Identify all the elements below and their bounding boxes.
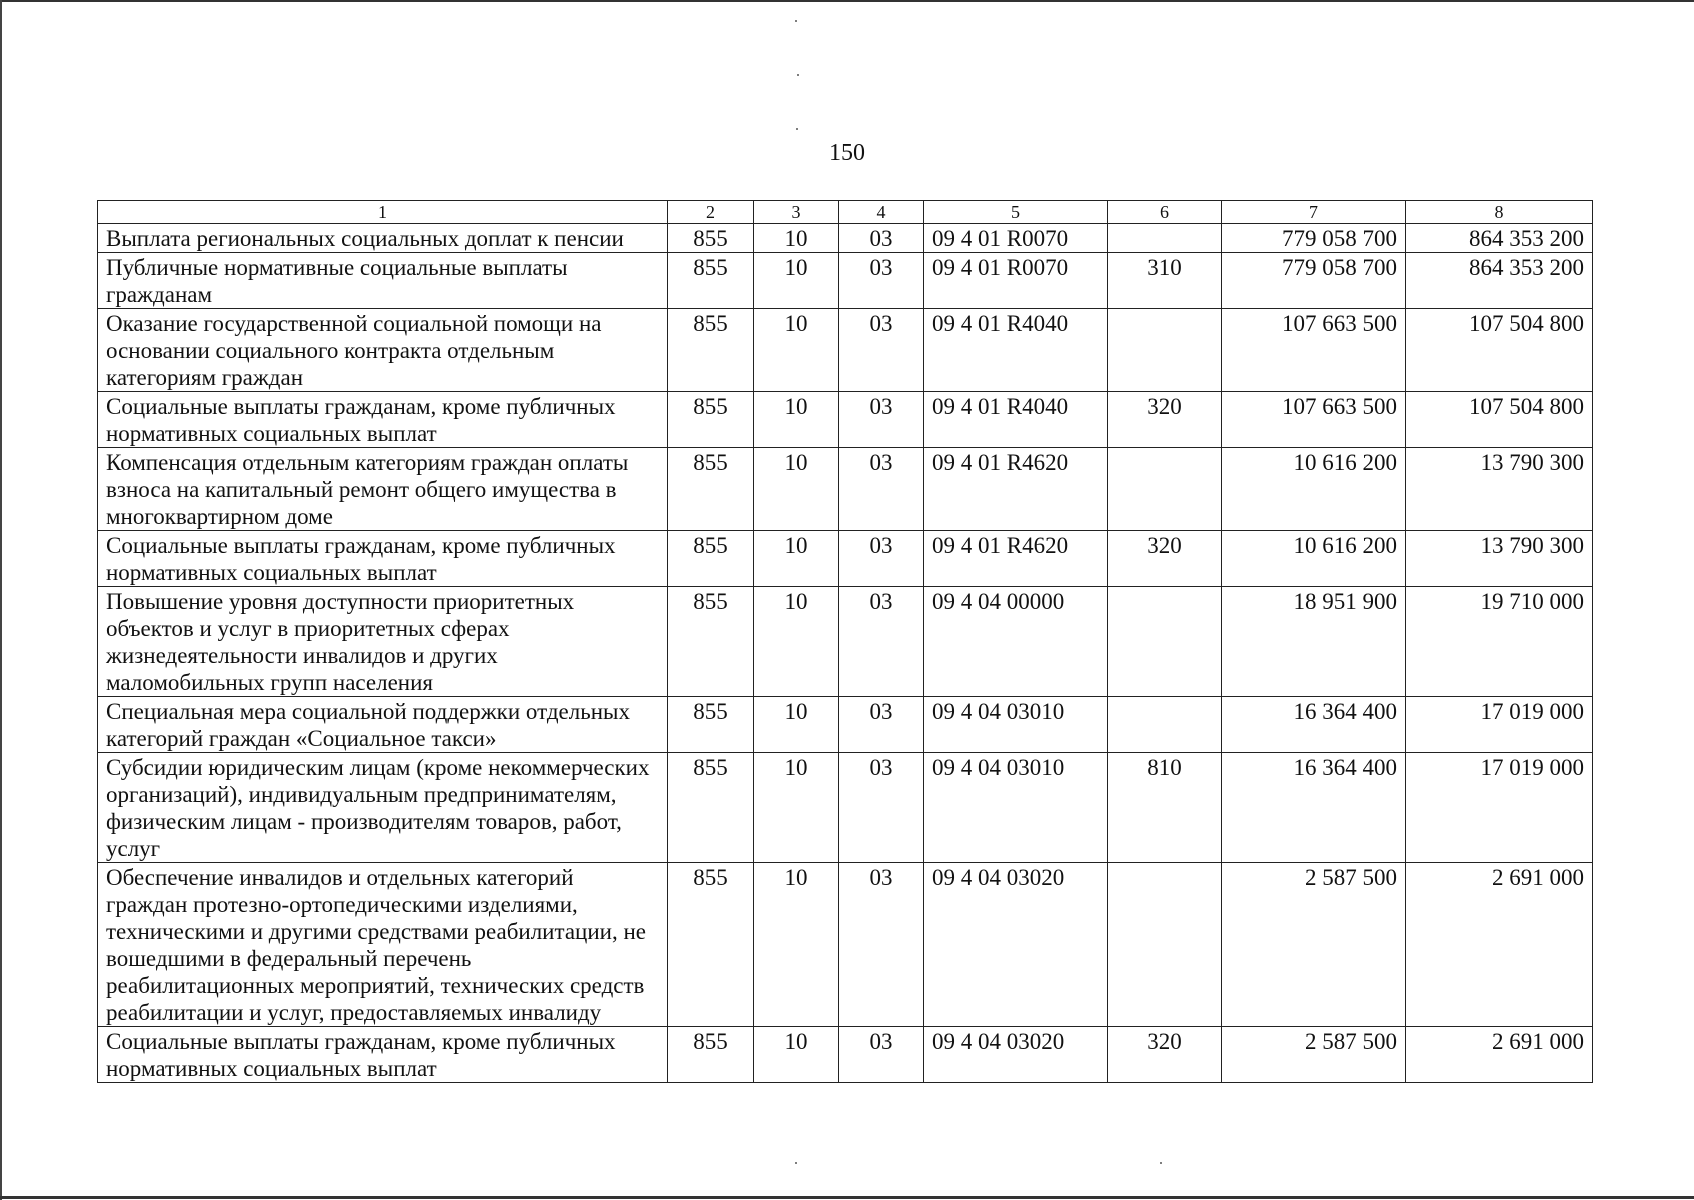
scan-speck xyxy=(797,74,799,76)
row-ministry-code-cell: 855 xyxy=(668,448,754,531)
row-ministry-code-cell: 855 xyxy=(668,587,754,697)
header-cell-2: 2 xyxy=(668,201,754,224)
row-target-article-cell: 09 4 04 00000 xyxy=(924,587,1108,697)
row-name-cell: Публичные нормативные социальные выплаты гражданам xyxy=(98,253,668,309)
row-expense-type-cell: 320 xyxy=(1108,531,1222,587)
row-name-cell: Обеспечение инвалидов и отдельных категорий граждан протезно-ортопедическими изделиями, техническими и другими средствами реабилитации, не вошедшими в федеральный перечень реабилитационных мероприятий, технических средств реабилитации и услуг, предоставляемых инвалиду xyxy=(98,863,668,1027)
row-ministry-code-cell: 855 xyxy=(668,753,754,863)
row-amount-year1-cell: 779 058 700 xyxy=(1222,253,1406,309)
row-target-article-cell: 09 4 01 R0070 xyxy=(924,253,1108,309)
page-border-bottom xyxy=(0,1196,1694,1199)
row-target-article-cell: 09 4 04 03010 xyxy=(924,753,1108,863)
row-name-cell: Социальные выплаты гражданам, кроме публичных нормативных социальных выплат xyxy=(98,1027,668,1083)
row-ministry-code-cell: 855 xyxy=(668,224,754,253)
table-body xyxy=(98,224,1593,1083)
table-row xyxy=(98,309,1593,392)
row-amount-year1-cell: 16 364 400 xyxy=(1222,697,1406,753)
row-subsection-cell: 03 xyxy=(839,309,924,392)
row-expense-type-cell xyxy=(1108,697,1222,753)
row-section-cell: 10 xyxy=(754,1027,839,1083)
page-number: 150 xyxy=(829,140,865,166)
header-cell-6: 6 xyxy=(1108,201,1222,224)
row-amount-year2-cell: 13 790 300 xyxy=(1406,448,1593,531)
row-subsection-cell: 03 xyxy=(839,587,924,697)
row-name-cell: Социальные выплаты гражданам, кроме публичных нормативных социальных выплат xyxy=(98,531,668,587)
row-amount-year2-cell: 864 353 200 xyxy=(1406,224,1593,253)
header-cell-3: 3 xyxy=(754,201,839,224)
table-row xyxy=(98,253,1593,309)
scan-speck xyxy=(796,128,798,130)
row-expense-type-cell xyxy=(1108,448,1222,531)
budget-table xyxy=(97,200,1593,1083)
table-row xyxy=(98,697,1593,753)
row-name-cell: Субсидии юридическим лицам (кроме некоммерческих организаций), индивидуальным предпринимателям, физическим лицам - производителям товаров, работ, услуг xyxy=(98,753,668,863)
row-expense-type-cell: 320 xyxy=(1108,392,1222,448)
row-amount-year1-cell: 10 616 200 xyxy=(1222,531,1406,587)
row-ministry-code-cell: 855 xyxy=(668,392,754,448)
row-subsection-cell: 03 xyxy=(839,253,924,309)
row-amount-year2-cell: 107 504 800 xyxy=(1406,309,1593,392)
header-cell-4: 4 xyxy=(839,201,924,224)
row-amount-year2-cell: 107 504 800 xyxy=(1406,392,1593,448)
row-ministry-code-cell: 855 xyxy=(668,1027,754,1083)
row-target-article-cell: 09 4 04 03020 xyxy=(924,863,1108,1027)
row-amount-year2-cell: 19 710 000 xyxy=(1406,587,1593,697)
row-target-article-cell: 09 4 01 R4620 xyxy=(924,531,1108,587)
row-expense-type-cell: 310 xyxy=(1108,253,1222,309)
row-ministry-code-cell: 855 xyxy=(668,697,754,753)
row-target-article-cell: 09 4 01 R4620 xyxy=(924,448,1108,531)
table-row xyxy=(98,753,1593,863)
row-subsection-cell: 03 xyxy=(839,224,924,253)
row-subsection-cell: 03 xyxy=(839,697,924,753)
page-border-left xyxy=(0,0,2,1200)
row-expense-type-cell: 810 xyxy=(1108,753,1222,863)
row-name-cell: Специальная мера социальной поддержки отдельных категорий граждан «Социальное такси» xyxy=(98,697,668,753)
row-amount-year2-cell: 13 790 300 xyxy=(1406,531,1593,587)
row-subsection-cell: 03 xyxy=(839,531,924,587)
row-expense-type-cell: 320 xyxy=(1108,1027,1222,1083)
row-target-article-cell: 09 4 01 R4040 xyxy=(924,309,1108,392)
row-name-cell: Повышение уровня доступности приоритетных объектов и услуг в приоритетных сферах жизнедеятельности инвалидов и других маломобильных групп населения xyxy=(98,587,668,697)
row-section-cell: 10 xyxy=(754,531,839,587)
row-amount-year1-cell: 16 364 400 xyxy=(1222,753,1406,863)
row-name-cell: Оказание государственной социальной помощи на основании социального контракта отдельным категориям граждан xyxy=(98,309,668,392)
header-cell-8: 8 xyxy=(1406,201,1593,224)
row-section-cell: 10 xyxy=(754,253,839,309)
row-section-cell: 10 xyxy=(754,224,839,253)
scan-speck xyxy=(795,20,797,22)
table-row xyxy=(98,224,1593,253)
row-section-cell: 10 xyxy=(754,448,839,531)
row-subsection-cell: 03 xyxy=(839,753,924,863)
row-amount-year2-cell: 17 019 000 xyxy=(1406,753,1593,863)
row-section-cell: 10 xyxy=(754,309,839,392)
page-border-top xyxy=(0,0,1694,2)
header-cell-1: 1 xyxy=(98,201,668,224)
row-amount-year1-cell: 2 587 500 xyxy=(1222,1027,1406,1083)
row-subsection-cell: 03 xyxy=(839,863,924,1027)
row-expense-type-cell xyxy=(1108,309,1222,392)
row-section-cell: 10 xyxy=(754,753,839,863)
table-header xyxy=(98,201,1593,224)
row-expense-type-cell xyxy=(1108,863,1222,1027)
row-target-article-cell: 09 4 01 R4040 xyxy=(924,392,1108,448)
row-amount-year1-cell: 779 058 700 xyxy=(1222,224,1406,253)
row-subsection-cell: 03 xyxy=(839,392,924,448)
table-row xyxy=(98,531,1593,587)
row-name-cell: Выплата региональных социальных доплат к пенсии xyxy=(98,224,668,253)
row-ministry-code-cell: 855 xyxy=(668,253,754,309)
scan-speck xyxy=(795,1162,797,1164)
row-section-cell: 10 xyxy=(754,863,839,1027)
header-cell-7: 7 xyxy=(1222,201,1406,224)
row-amount-year1-cell: 10 616 200 xyxy=(1222,448,1406,531)
row-section-cell: 10 xyxy=(754,392,839,448)
row-subsection-cell: 03 xyxy=(839,1027,924,1083)
row-target-article-cell: 09 4 04 03010 xyxy=(924,697,1108,753)
row-ministry-code-cell: 855 xyxy=(668,309,754,392)
row-subsection-cell: 03 xyxy=(839,448,924,531)
row-section-cell: 10 xyxy=(754,697,839,753)
row-amount-year1-cell: 107 663 500 xyxy=(1222,309,1406,392)
row-ministry-code-cell: 855 xyxy=(668,863,754,1027)
header-cell-5: 5 xyxy=(924,201,1108,224)
row-amount-year2-cell: 17 019 000 xyxy=(1406,697,1593,753)
table-row xyxy=(98,1027,1593,1083)
table-row xyxy=(98,587,1593,697)
table-row xyxy=(98,392,1593,448)
row-target-article-cell: 09 4 01 R0070 xyxy=(924,224,1108,253)
table-row xyxy=(98,863,1593,1027)
table-row xyxy=(98,448,1593,531)
row-amount-year2-cell: 864 353 200 xyxy=(1406,253,1593,309)
row-expense-type-cell xyxy=(1108,224,1222,253)
header-row xyxy=(98,201,1593,224)
row-section-cell: 10 xyxy=(754,587,839,697)
row-expense-type-cell xyxy=(1108,587,1222,697)
row-name-cell: Социальные выплаты гражданам, кроме публичных нормативных социальных выплат xyxy=(98,392,668,448)
row-name-cell: Компенсация отдельным категориям граждан оплаты взноса на капитальный ремонт общего имущества в многоквартирном доме xyxy=(98,448,668,531)
row-amount-year2-cell: 2 691 000 xyxy=(1406,863,1593,1027)
row-ministry-code-cell: 855 xyxy=(668,531,754,587)
row-amount-year1-cell: 18 951 900 xyxy=(1222,587,1406,697)
row-amount-year1-cell: 107 663 500 xyxy=(1222,392,1406,448)
scan-speck xyxy=(1160,1162,1162,1164)
row-target-article-cell: 09 4 04 03020 xyxy=(924,1027,1108,1083)
row-amount-year1-cell: 2 587 500 xyxy=(1222,863,1406,1027)
row-amount-year2-cell: 2 691 000 xyxy=(1406,1027,1593,1083)
